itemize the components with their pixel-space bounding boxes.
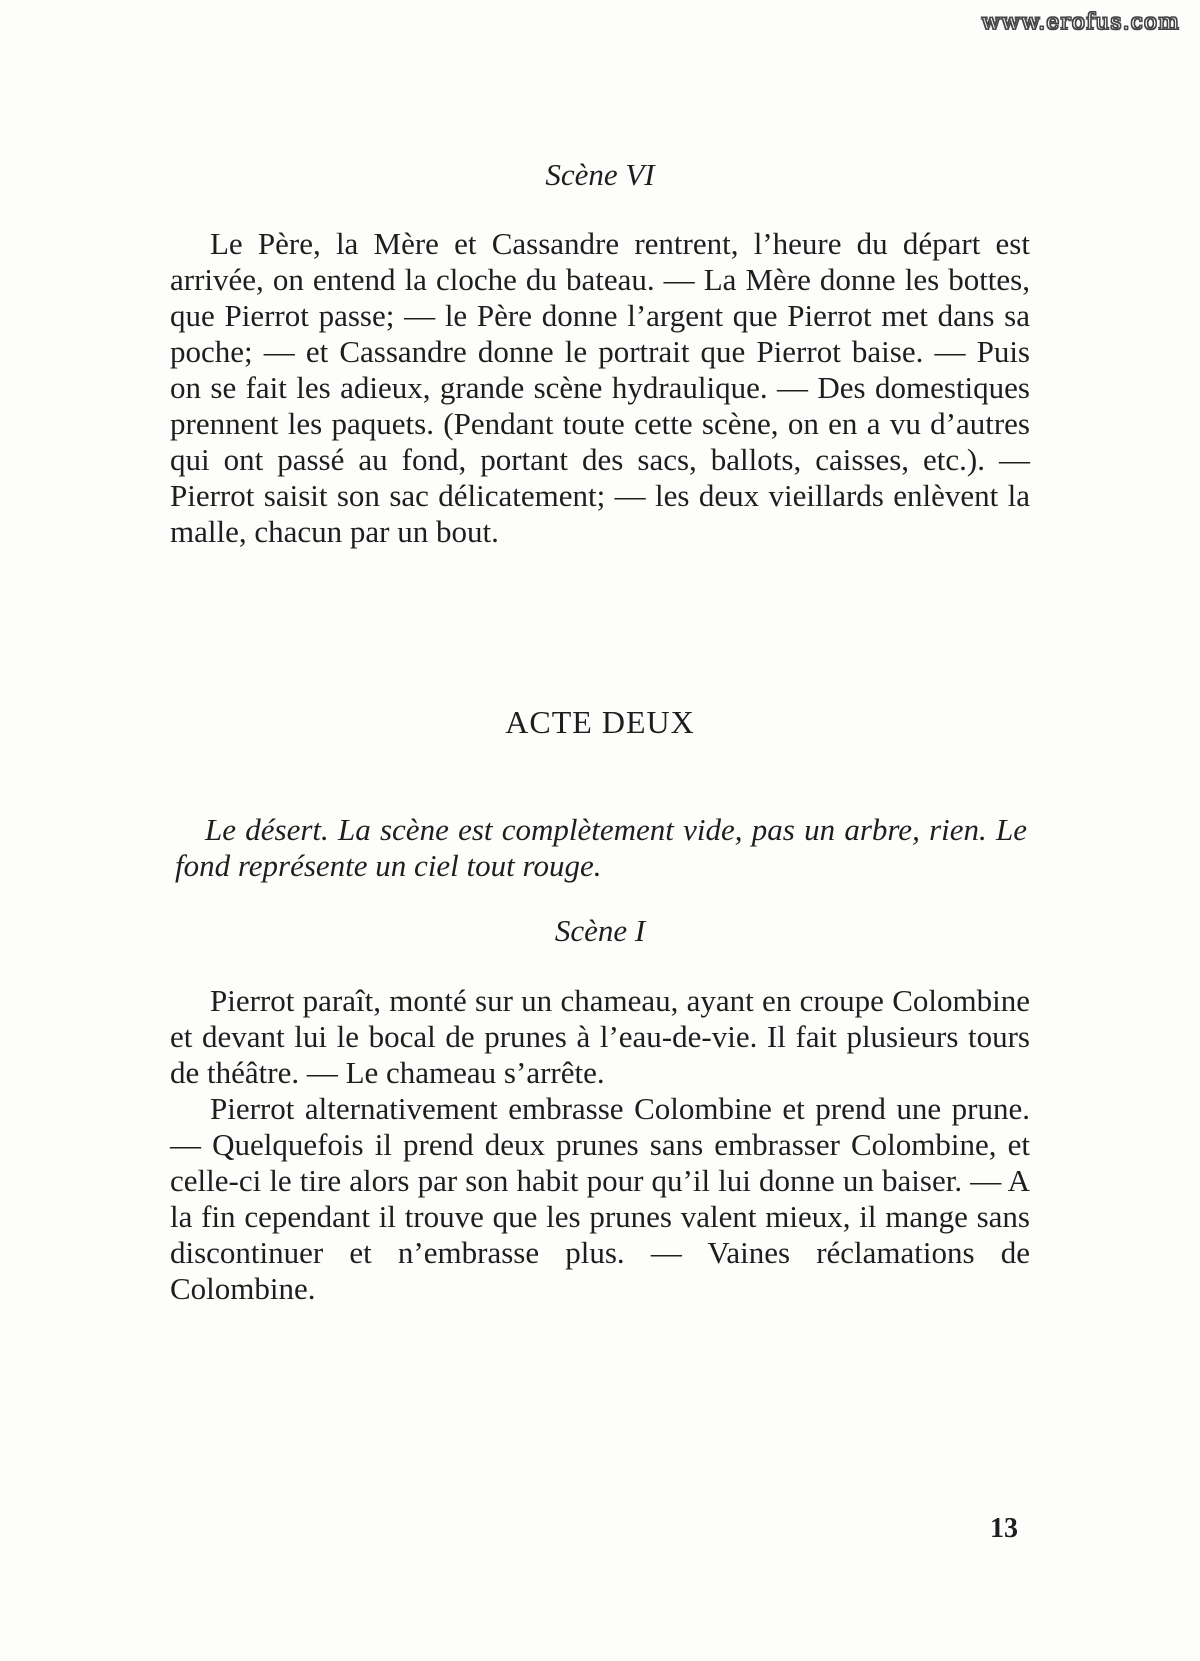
- scene-i-paragraph: Pierrot paraît, monté sur un chameau, ayant en croupe Colombine et devant lui le bocal de prunes à l’eau-de-vie. Il fait plusieurs tours de théâtre. — Le chameau s’arrête.: [170, 983, 1030, 1090]
- scene-i-heading: Scène I: [554, 913, 646, 948]
- scene-vi-body: [170, 226, 1030, 550]
- scene-vi-heading: Scène VI: [545, 157, 655, 192]
- act-two-stage-direction: Le désert. La scène est complètement vide, pas un arbre, rien. Le fond représente un ciel tout rouge.: [175, 812, 1027, 883]
- act-two-heading: ACTE DEUX: [505, 704, 695, 740]
- scene-vi-paragraph: Le Père, la Mère et Cassandre rentrent, l’heure du départ est arrivée, on entend la cloche du bateau. — La Mère donne les bottes, que Pierrot passe; — le Père donne l’argent que Pierrot met dans sa poche; — et Cassandre donne le portrait que Pierrot baise. — Puis on se fait les adieux, grande scène hydraulique. — Des domestiques prennent les paquets. (Pendant toute cette scène, on en a vu d’autres qui ont passé au fond, portant des sacs, ballots, caisses, etc.). — Pierrot saisit son sac délicatement; — les deux vieillards enlèvent la malle, chacun par un bout.: [170, 226, 1030, 549]
- watermark: www.erofus.com: [981, 10, 1180, 35]
- scene-i-body: [170, 983, 1030, 1307]
- page-number: 13: [990, 1513, 1018, 1544]
- scene-i-paragraph: Pierrot alternativement embrasse Colombine et prend une prune. — Quelquefois il prend deux prunes sans embrasser Colombine, et celle-ci le tire alors par son habit pour qu’il lui donne un baiser. — A la fin cependant il trouve que les prunes valent mieux, il mange sans discontinuer et n’embrasse plus. — Vaines réclamations de Colombine.: [170, 1091, 1030, 1306]
